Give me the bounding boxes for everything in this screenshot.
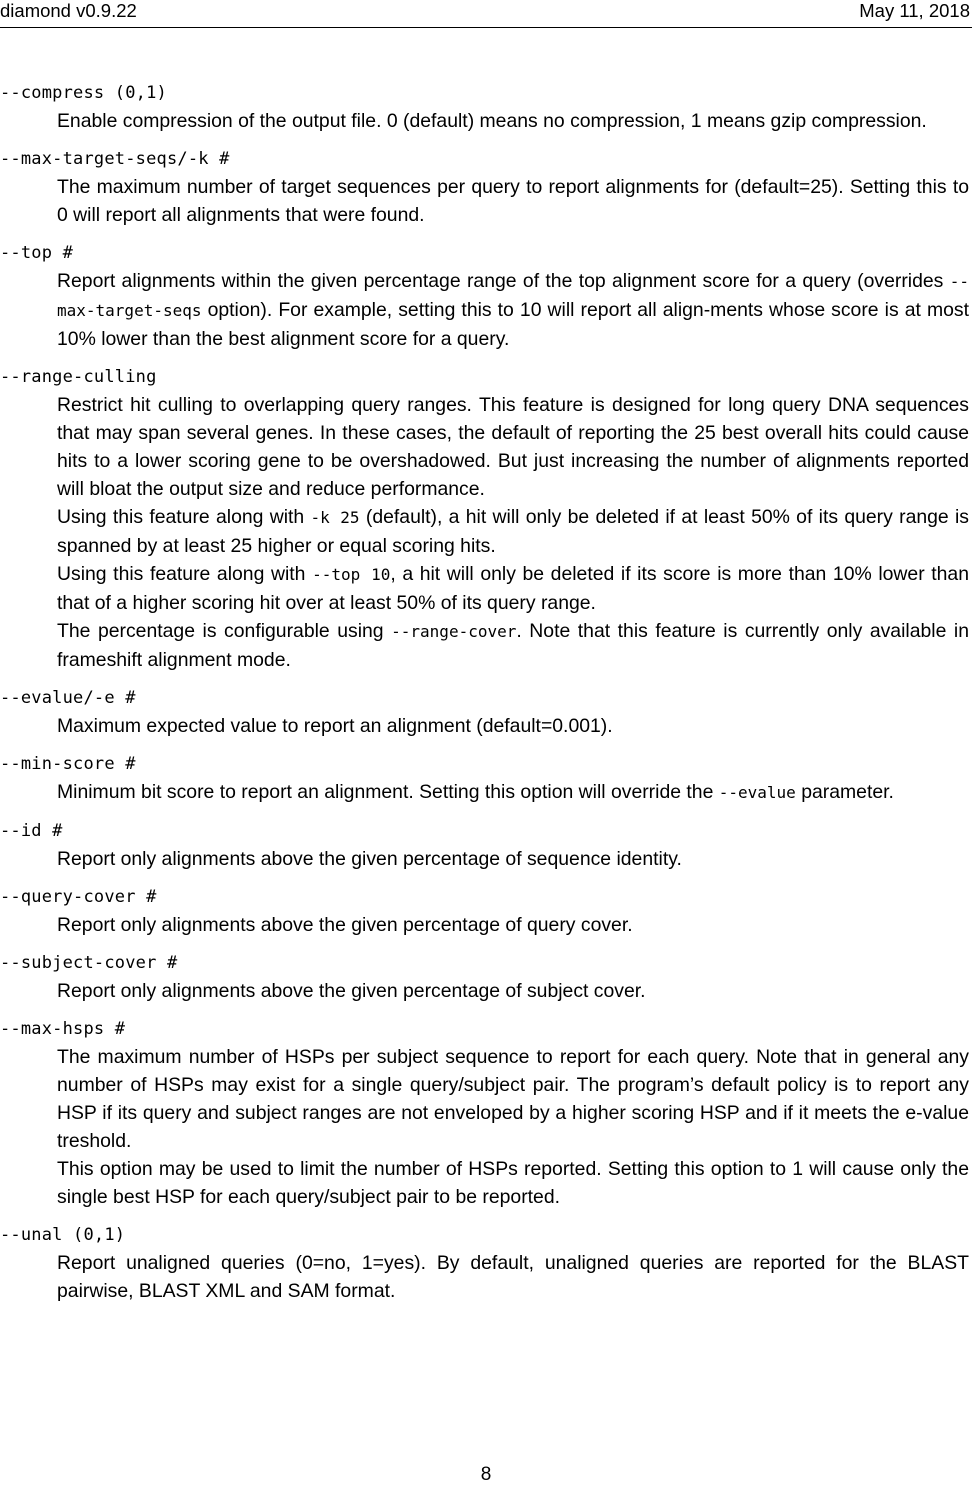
description-paragraph: [57, 845, 969, 873]
description-paragraph: [57, 107, 969, 135]
header-title: diamond v0.9.22: [0, 0, 137, 21]
option-entry: [0, 1224, 972, 1305]
option-description: [57, 1043, 969, 1211]
option-description: [57, 712, 969, 740]
option-name: --subject-cover #: [0, 953, 178, 973]
options-list: [0, 82, 972, 1318]
option-name: --unal (0,1): [0, 1225, 126, 1245]
description-text: Report unaligned queries (0=no, 1=yes). By default, unaligned queries are reported for the BLAST pairwise, BLAST XML and SAM format.: [57, 1252, 969, 1302]
description-paragraph: [57, 1249, 969, 1305]
option-name: --max-hsps #: [0, 1019, 126, 1039]
option-entry: [0, 753, 972, 807]
option-description: [57, 845, 969, 873]
description-text: Enable compression of the output file. 0 (default) means no compression, 1 means gzip compression.: [57, 110, 927, 132]
description-paragraph: [57, 977, 969, 1005]
description-text: . Note that this feature is currently only available in frameshift alignment mode.: [57, 620, 969, 671]
description-text: Using this feature along with: [57, 506, 311, 528]
description-paragraph: [57, 617, 969, 674]
description-paragraph: [57, 173, 969, 229]
option-entry: [0, 366, 972, 674]
option-entry: [0, 687, 972, 740]
option-description: [57, 778, 969, 807]
description-text: (default), a hit will only be deleted if at least 50% of its query range is spanned by at least 25 higher or equal scoring hits.: [57, 506, 969, 557]
option-description: [57, 1249, 969, 1305]
page-header: [0, 0, 972, 28]
description-text: , a hit will only be deleted if its score is more than 10% lower than that of a higher scoring hit over at least 50% of its query range.: [57, 563, 970, 614]
page-number: 8: [480, 1464, 492, 1485]
description-text: The percentage is configurable using: [57, 620, 392, 642]
description-paragraph: [57, 1043, 969, 1155]
inline-code: --range-cover: [391, 622, 517, 641]
description-text: This option may be used to limit the number of HSPs reported. Setting this option to 1 will cause only the single best HSP for each query/subject pair to be reported.: [57, 1158, 969, 1208]
description-text: The maximum number of target sequences per query to report alignments for (default=25). Setting this to 0 will report all alignments that were found.: [57, 176, 969, 226]
description-paragraph: [57, 1155, 969, 1211]
description-paragraph: [57, 560, 969, 617]
inline-code: --evalue: [718, 783, 796, 802]
description-text: parameter.: [795, 781, 894, 803]
option-description: [57, 977, 969, 1005]
description-text: Maximum expected value to report an alignment (default=0.001).: [57, 715, 613, 737]
option-name: --top #: [0, 243, 74, 263]
header-date: May 11, 2018: [859, 0, 970, 21]
option-entry: [0, 1018, 972, 1211]
inline-code: -k 25: [310, 508, 360, 527]
description-text: option). For example, setting this to 10 will report all align-ments whose score is at most 10% lower than the best alignment score for a query.: [57, 299, 969, 350]
description-text: Report only alignments above the given percentage of subject cover.: [57, 980, 646, 1002]
option-name: --max-target-seqs/-k #: [0, 149, 230, 169]
option-entry: [0, 242, 972, 353]
option-description: [57, 391, 969, 674]
option-name: --min-score #: [0, 754, 136, 774]
description-paragraph: [57, 778, 969, 807]
option-name: --evalue/-e #: [0, 688, 136, 708]
inline-code: --top 10: [312, 565, 391, 584]
option-name: --query-cover #: [0, 887, 157, 907]
description-paragraph: [57, 391, 969, 503]
option-entry: [0, 82, 972, 135]
option-entry: [0, 886, 972, 939]
description-text: Minimum bit score to report an alignment. Setting this option will override the: [57, 781, 719, 803]
description-text: The maximum number of HSPs per subject sequence to report for each query. Note that in general any number of HSPs may exist for a single query/subject pair. The program’s default policy is to report any HSP if its query and subject ranges are not enveloped by a higher scoring HSP and if it meets the e-value treshold.: [57, 1046, 969, 1152]
option-name: --compress (0,1): [0, 83, 167, 103]
option-description: [57, 173, 969, 229]
option-description: [57, 267, 969, 353]
description-text: Report only alignments above the given percentage of query cover.: [57, 914, 633, 936]
description-text: Report only alignments above the given percentage of sequence identity.: [57, 848, 682, 870]
description-paragraph: [57, 503, 969, 560]
description-text: Restrict hit culling to overlapping query ranges. This feature is designed for long query DNA sequences that may span several genes. In these cases, the default of reporting the 25 best overall hits could cause hits to a lower scoring gene to be overshadowed. But just increasing the number of alignments reported will bloat the output size and reduce performance.: [57, 394, 969, 500]
description-text: Report alignments within the given percentage range of the top alignment score for a query (overrides: [57, 270, 950, 292]
description-text: Using this feature along with: [57, 563, 313, 585]
option-description: [57, 107, 969, 135]
inline-code: --max-target-seqs: [57, 272, 969, 320]
option-description: [57, 911, 969, 939]
option-entry: [0, 952, 972, 1005]
option-entry: [0, 820, 972, 873]
description-paragraph: [57, 267, 969, 353]
description-paragraph: [57, 712, 969, 740]
option-name: --range-culling: [0, 367, 157, 387]
option-entry: [0, 148, 972, 229]
option-name: --id #: [0, 821, 63, 841]
description-paragraph: [57, 911, 969, 939]
